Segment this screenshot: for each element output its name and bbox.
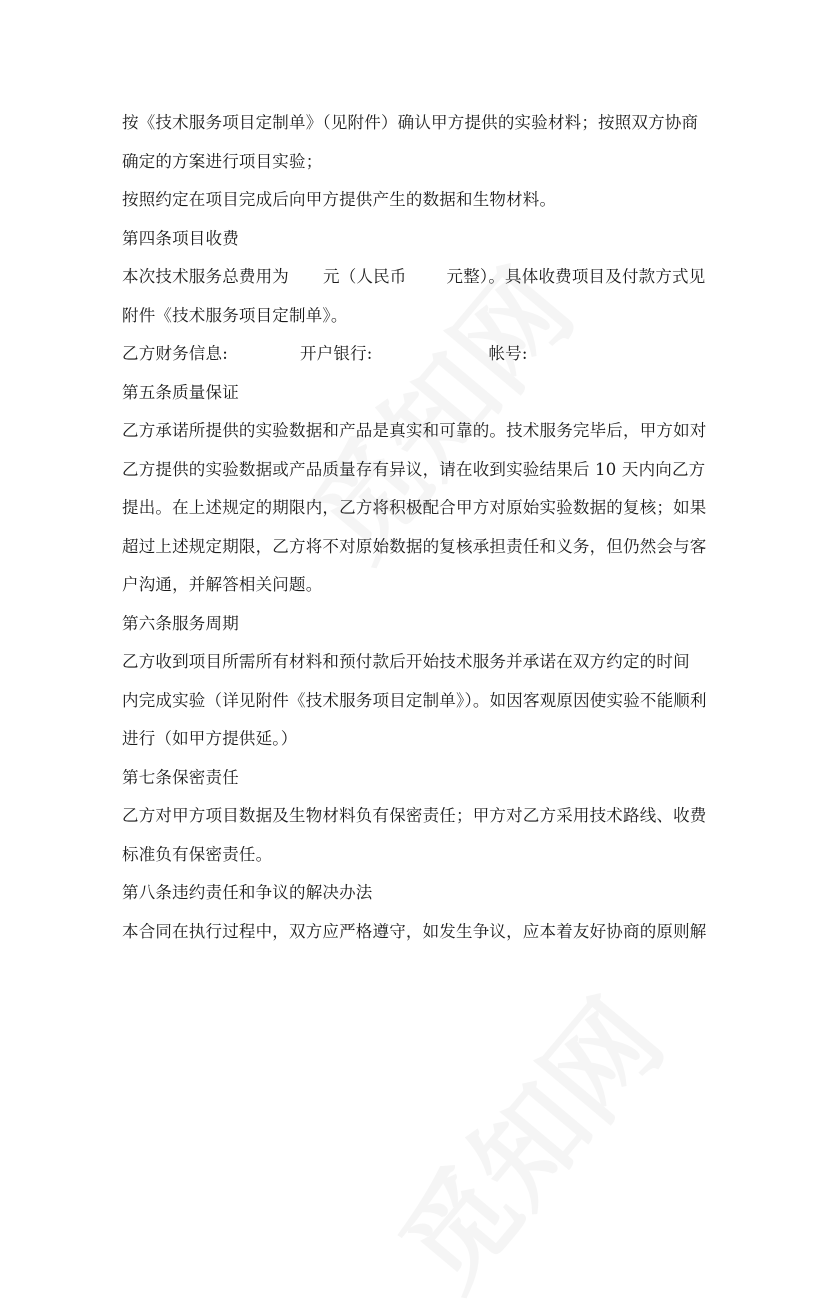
paragraph-quality (122, 412, 712, 605)
heading-article-4 (122, 220, 712, 259)
text-line: 乙方提供的实验数据或产品质量存有异议，请在收到实验结果后 10 天内向乙方 (122, 459, 706, 479)
text-line: 附件《技术服务项目定制单》。 (122, 305, 348, 325)
text-line: 乙方承诺所提供的实验数据和产品是真实和可靠的。技术服务完毕后，甲方如对 (122, 421, 707, 440)
text-line: 确定的方案进行项目实验； (122, 151, 323, 171)
text-line: 内完成实验（详见附件《技术服务项目定制单》）。如因客观原因使实验不能顺利 (122, 690, 707, 710)
text-line: 第八条违约责任和争议的解决办法 (122, 883, 373, 902)
text-line: 本合同在执行过程中，双方应严格遵守，如发生争议，应本着友好协商的原则解 (122, 921, 707, 941)
text-line: 乙方收到项目所需所有材料和预付款后开始技术服务并承诺在双方约定的时间 (122, 652, 690, 671)
fee-text-rmb: 元（人民币 (323, 267, 407, 286)
text-line: 乙方对甲方项目数据及生物材料负有保密责任；甲方对乙方采用技术路线、收费 (122, 806, 707, 825)
paragraph-service-period (122, 643, 712, 759)
text-line: 第六条服务周期 (122, 613, 239, 633)
heading-article-5 (122, 374, 712, 413)
text-line: 超过上述规定期限，乙方将不对原始数据的复核承担责任和义务，但仍然会与客 (122, 536, 707, 556)
text-line: 标准负有保密责任。 (122, 844, 273, 864)
text-line: 第四条项目收费 (122, 228, 239, 248)
text-line: 户沟通，并解答相关问题。 (122, 575, 323, 594)
paragraph-finance-info (122, 335, 712, 374)
text-line: 第五条质量保证 (122, 382, 239, 402)
text-line: 进行（如甲方提供延。） (122, 729, 298, 748)
heading-article-7 (122, 759, 712, 798)
text-line: 按照约定在项目完成后向甲方提供产生的数据和生物材料。 (122, 190, 557, 209)
heading-article-6 (122, 605, 712, 644)
text-line: 第七条保密责任 (122, 767, 239, 787)
finance-info-label: 乙方财务信息: (122, 344, 228, 363)
bank-label: 开户银行: (299, 344, 373, 363)
text-line: 按《技术服务项目定制单》（见附件）确认甲方提供的实验材料；按照双方协商 (122, 113, 699, 132)
heading-article-8 (122, 874, 712, 913)
paragraph-dispute (122, 913, 712, 952)
watermark (358, 962, 691, 1316)
paragraph-data-delivery (122, 181, 712, 220)
paragraph-experiment-confirm (122, 104, 712, 181)
fee-text-rest: 元整）。具体收费项目及付款方式见 (446, 267, 706, 286)
document-body (122, 104, 712, 951)
paragraph-confidentiality (122, 797, 712, 874)
text-line: 提出。在上述规定的期限内，乙方将积极配合甲方对原始实验数据的复核；如果 (122, 498, 707, 517)
account-label: 帐号: (488, 344, 528, 363)
paragraph-fee (122, 258, 712, 335)
fee-text-total: 本次技术服务总费用为 (122, 267, 289, 286)
